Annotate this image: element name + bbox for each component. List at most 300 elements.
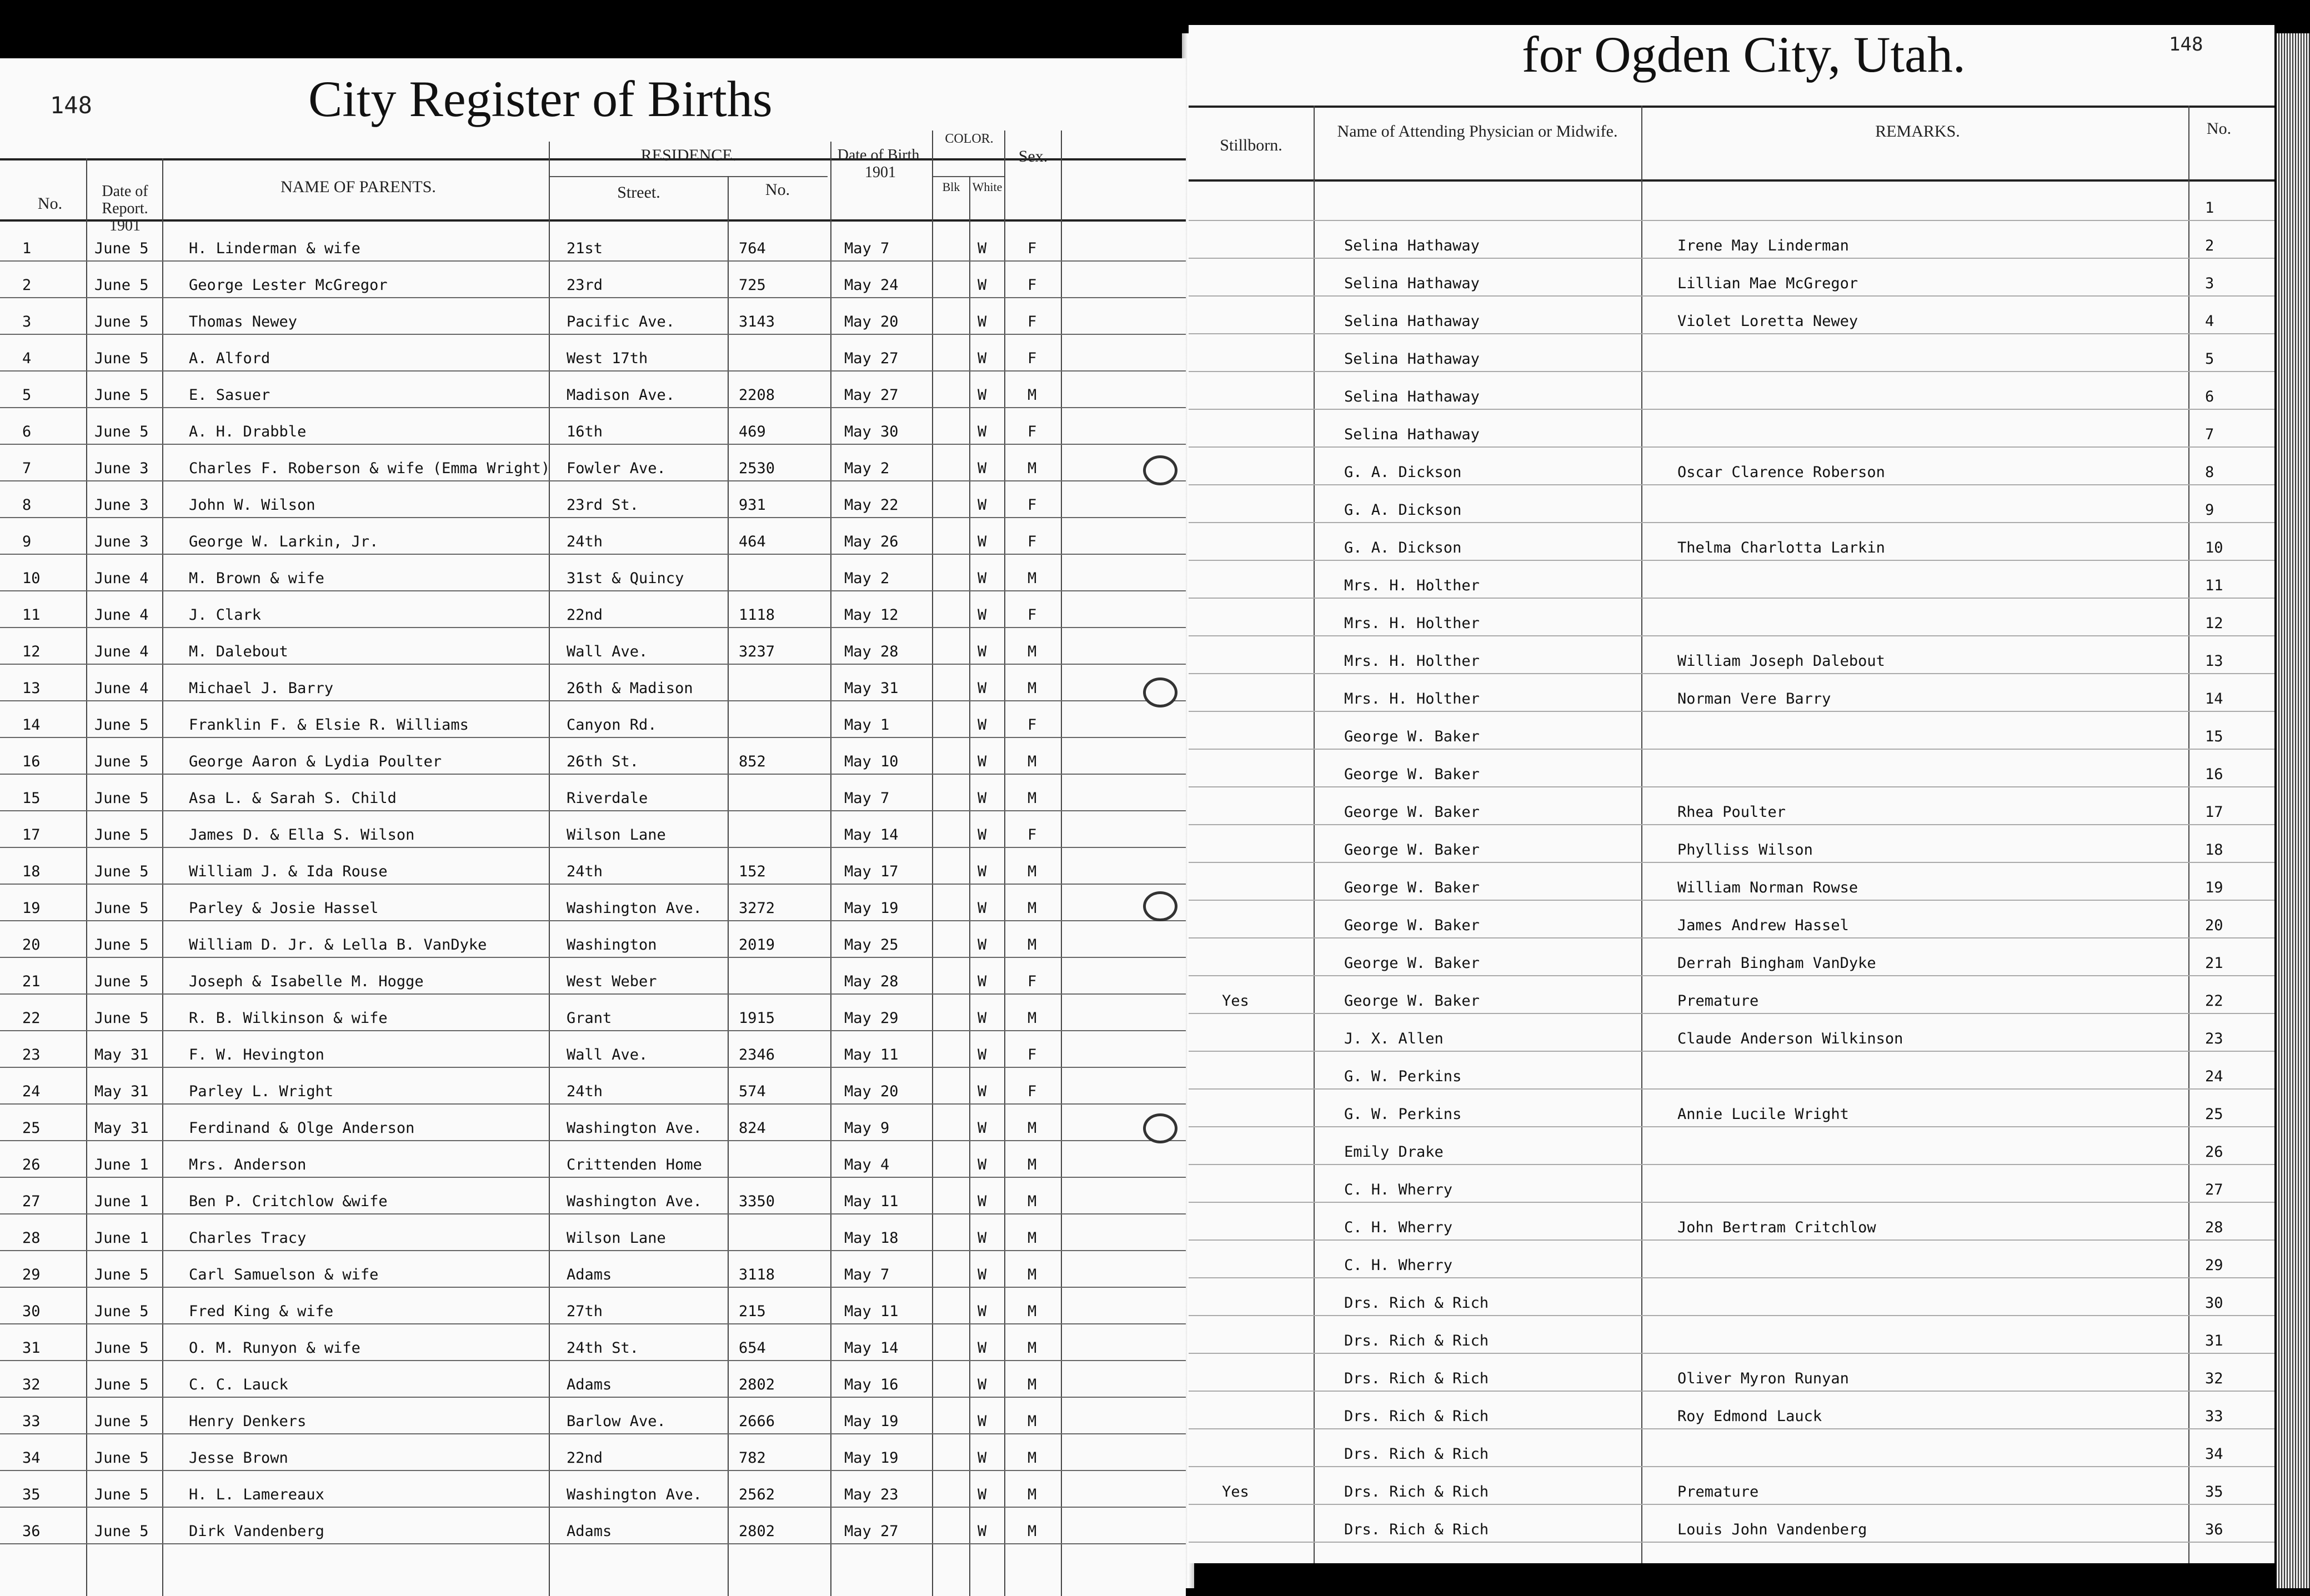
cell-no: 18 — [22, 863, 41, 880]
cell-report: June 4 — [94, 570, 149, 587]
cell-no: 2 — [22, 277, 32, 294]
cell-sex: M — [1028, 1120, 1037, 1137]
cell-num: 764 — [739, 240, 766, 257]
cell-color: W — [978, 1486, 987, 1503]
table-row — [0, 481, 1186, 518]
table-row — [1189, 787, 2274, 825]
cell-physician: C. H. Wherry — [1344, 1181, 1453, 1198]
cell-stillborn: Yes — [1222, 992, 1249, 1010]
cell-no: 29 — [2205, 1257, 2223, 1274]
table-row — [1189, 410, 2274, 448]
cell-no: 35 — [2205, 1483, 2223, 1500]
table-row — [0, 701, 1186, 738]
cell-street: 16th — [567, 423, 603, 440]
cell-sex: F — [1028, 423, 1037, 440]
cell-birth: May 28 — [844, 643, 899, 660]
cell-parents: Ferdinand & Olge Anderson — [189, 1120, 415, 1137]
cell-sex: F — [1028, 973, 1037, 990]
cell-num: 3350 — [739, 1193, 775, 1210]
table-row — [1189, 1014, 2274, 1052]
table-row — [0, 445, 1186, 481]
cell-color: W — [978, 1449, 987, 1467]
cell-sex: M — [1028, 1523, 1037, 1540]
header-number: No. — [765, 180, 790, 199]
cell-report: June 5 — [94, 313, 149, 330]
cell-birth: May 29 — [844, 1010, 899, 1027]
cell-physician: Selina Hathaway — [1344, 237, 1480, 254]
table-row — [0, 555, 1186, 591]
cell-num: 2208 — [739, 387, 775, 404]
cell-sex: M — [1028, 643, 1037, 660]
cell-color: W — [978, 350, 987, 367]
cell-sex: M — [1028, 790, 1037, 807]
cell-parents: Thomas Newey — [189, 313, 298, 330]
cell-report: June 5 — [94, 350, 149, 367]
cell-birth: May 19 — [844, 1449, 899, 1467]
header-date-of-report: Date of Report. 1901 — [102, 183, 148, 234]
cell-color: W — [978, 1376, 987, 1393]
cell-parents: Franklin F. & Elsie R. Williams — [189, 716, 469, 734]
header-sex: Sex. — [1018, 147, 1048, 165]
cell-report: May 31 — [94, 1120, 149, 1137]
cell-remarks: James Andrew Hassel — [1677, 917, 1849, 934]
cell-num: 852 — [739, 753, 766, 770]
cell-sex: M — [1028, 1266, 1037, 1283]
cell-sex: M — [1028, 1156, 1037, 1173]
cell-num: 152 — [739, 863, 766, 880]
cell-color: W — [978, 423, 987, 440]
cell-remarks: Premature — [1677, 1483, 1759, 1500]
cell-birth: May 10 — [844, 753, 899, 770]
cell-report: June 1 — [94, 1193, 149, 1210]
table-row — [1189, 825, 2274, 863]
cell-num: 725 — [739, 277, 766, 294]
cell-report: June 5 — [94, 1010, 149, 1027]
cell-no: 14 — [22, 716, 41, 734]
cell-street: 31st & Quincy — [567, 570, 684, 587]
cell-no: 3 — [22, 313, 32, 330]
cell-num: 3118 — [739, 1266, 775, 1283]
cell-color: W — [978, 533, 987, 550]
table-row — [0, 1471, 1186, 1508]
cell-num: 2530 — [739, 460, 775, 477]
cell-sex: F — [1028, 716, 1037, 734]
cell-num: 574 — [739, 1083, 766, 1100]
cell-parents: J. Clark — [189, 606, 262, 624]
right-register-rows — [1189, 183, 2274, 1543]
cell-no: 2 — [2205, 237, 2214, 254]
cell-parents: H. L. Lamereaux — [189, 1486, 324, 1503]
cell-color: W — [978, 1156, 987, 1173]
cell-report: June 5 — [94, 387, 149, 404]
cell-no: 16 — [2205, 766, 2223, 783]
cell-no: 33 — [2205, 1408, 2223, 1425]
cell-no: 25 — [22, 1120, 41, 1137]
cell-parents: George Lester McGregor — [189, 277, 388, 294]
table-row — [0, 1361, 1186, 1398]
header-no: No. — [37, 194, 63, 213]
cell-color: W — [978, 973, 987, 990]
cell-num: 2019 — [739, 936, 775, 953]
cell-report: June 5 — [94, 826, 149, 844]
cell-birth: May 11 — [844, 1303, 899, 1320]
cell-physician: Drs. Rich & Rich — [1344, 1521, 1489, 1538]
table-row — [0, 372, 1186, 408]
cell-color: W — [978, 240, 987, 257]
cell-no: 25 — [2205, 1106, 2223, 1123]
cell-sex: F — [1028, 313, 1037, 330]
cell-street: Wilson Lane — [567, 1229, 666, 1247]
left-register-rows — [0, 225, 1186, 1544]
cell-no: 7 — [2205, 426, 2214, 443]
cell-report: June 1 — [94, 1229, 149, 1247]
table-row — [0, 1031, 1186, 1068]
cell-num: 215 — [739, 1303, 766, 1320]
cell-street: 24th — [567, 863, 603, 880]
cell-no: 17 — [22, 826, 41, 844]
cell-no: 31 — [22, 1339, 41, 1357]
right-page-title: for Ogden City, Utah. — [1522, 26, 1966, 83]
cell-no: 30 — [22, 1303, 41, 1320]
cell-street: Wall Ave. — [567, 643, 648, 660]
cell-no: 22 — [2205, 992, 2223, 1010]
report-year: 1901 — [109, 217, 141, 234]
cell-report: June 4 — [94, 680, 149, 697]
cell-sex: M — [1028, 753, 1037, 770]
cell-parents: William J. & Ida Rouse — [189, 863, 388, 880]
table-row — [1189, 259, 2274, 297]
cell-no: 11 — [2205, 577, 2223, 594]
cell-sex: M — [1028, 1303, 1037, 1320]
cell-birth: May 7 — [844, 1266, 890, 1283]
table-row — [1189, 1354, 2274, 1392]
cell-birth: May 16 — [844, 1376, 899, 1393]
cell-remarks: Annie Lucile Wright — [1677, 1106, 1849, 1123]
cell-parents: M. Dalebout — [189, 643, 288, 660]
cell-no: 20 — [2205, 917, 2223, 934]
table-row — [0, 921, 1186, 958]
cell-no: 27 — [22, 1193, 41, 1210]
cell-physician: Selina Hathaway — [1344, 388, 1480, 405]
table-row — [1189, 1467, 2274, 1505]
cell-birth: May 14 — [844, 1339, 899, 1357]
cell-no: 19 — [2205, 879, 2223, 896]
cell-physician: George W. Baker — [1344, 955, 1480, 972]
cell-parents: Henry Denkers — [189, 1413, 307, 1430]
cell-num: 3143 — [739, 313, 775, 330]
cell-color: W — [978, 643, 987, 660]
cell-color: W — [978, 680, 987, 697]
cell-street: Pacific Ave. — [567, 313, 675, 330]
cell-parents: Dirk Vandenberg — [189, 1523, 324, 1540]
table-row — [0, 1068, 1186, 1105]
cell-color: W — [978, 496, 987, 514]
table-row — [1189, 1052, 2274, 1090]
cell-report: June 5 — [94, 423, 149, 440]
cell-birth: May 24 — [844, 277, 899, 294]
cell-physician: George W. Baker — [1344, 728, 1480, 745]
cell-no: 31 — [2205, 1332, 2223, 1349]
cell-no: 36 — [2205, 1521, 2223, 1538]
cell-no: 24 — [2205, 1068, 2223, 1085]
cell-report: June 3 — [94, 496, 149, 514]
cell-street: Washington Ave. — [567, 1120, 702, 1137]
table-row — [1189, 599, 2274, 636]
cell-num: 782 — [739, 1449, 766, 1467]
table-row — [0, 262, 1186, 298]
cell-no: 7 — [22, 460, 32, 477]
cell-no: 1 — [22, 240, 32, 257]
cell-sex: M — [1028, 387, 1037, 404]
cell-physician: Selina Hathaway — [1344, 275, 1480, 292]
cell-parents: Jesse Brown — [189, 1449, 288, 1467]
cell-parents: R. B. Wilkinson & wife — [189, 1010, 388, 1027]
cell-birth: May 11 — [844, 1046, 899, 1063]
cell-physician: Mrs. H. Holther — [1344, 577, 1480, 594]
cell-num: 931 — [739, 496, 766, 514]
cell-remarks: Louis John Vandenberg — [1677, 1521, 1867, 1538]
table-row — [0, 1324, 1186, 1361]
cell-remarks: Derrah Bingham VanDyke — [1677, 955, 1876, 972]
cell-street: West Weber — [567, 973, 657, 990]
cell-parents: A. Alford — [189, 350, 270, 367]
cell-sex: M — [1028, 1449, 1037, 1467]
cell-no: 10 — [22, 570, 41, 587]
cell-no: 3 — [2205, 275, 2214, 292]
cell-no: 27 — [2205, 1181, 2223, 1198]
cell-report: June 5 — [94, 1266, 149, 1283]
cell-no: 1 — [2205, 199, 2214, 217]
table-row — [1189, 1278, 2274, 1316]
header-residence: RESIDENCE. — [640, 146, 737, 164]
cell-physician: G. A. Dickson — [1344, 539, 1462, 556]
cell-physician: G. W. Perkins — [1344, 1106, 1462, 1123]
table-row — [0, 738, 1186, 775]
cell-report: June 5 — [94, 753, 149, 770]
cell-color: W — [978, 1339, 987, 1357]
cell-report: June 5 — [94, 790, 149, 807]
cell-birth: May 17 — [844, 863, 899, 880]
cell-no: 10 — [2205, 539, 2223, 556]
header-physician: Name of Attending Physician or Midwife. — [1337, 122, 1618, 140]
cell-report: June 5 — [94, 1486, 149, 1503]
header-right-no: No. — [2206, 119, 2232, 138]
cell-sex: M — [1028, 1413, 1037, 1430]
cell-sex: F — [1028, 1046, 1037, 1063]
cell-street: 21st — [567, 240, 603, 257]
cell-no: 15 — [2205, 728, 2223, 745]
cell-remarks: Lillian Mae McGregor — [1677, 275, 1858, 292]
cell-street: 22nd — [567, 1449, 603, 1467]
header-remarks: REMARKS. — [1875, 122, 1960, 140]
cell-parents: Fred King & wife — [189, 1303, 334, 1320]
table-row — [1189, 1127, 2274, 1165]
cell-sex: M — [1028, 1193, 1037, 1210]
cell-birth: May 28 — [844, 973, 899, 990]
cell-report: June 5 — [94, 900, 149, 917]
right-register-page — [1189, 25, 2274, 1563]
cell-no: 33 — [22, 1413, 41, 1430]
cell-sex: M — [1028, 936, 1037, 953]
table-row — [0, 1398, 1186, 1434]
cell-no: 5 — [22, 387, 32, 404]
cell-report: June 5 — [94, 973, 149, 990]
table-row — [1189, 1392, 2274, 1429]
table-row — [0, 1141, 1186, 1178]
table-row — [1189, 183, 2274, 221]
cell-color: W — [978, 1046, 987, 1063]
cell-parents: F. W. Hevington — [189, 1046, 324, 1063]
cell-no: 28 — [22, 1229, 41, 1247]
table-row — [0, 335, 1186, 372]
cell-remarks: William Joseph Dalebout — [1677, 653, 1885, 670]
table-row — [0, 225, 1186, 262]
cell-report: June 5 — [94, 277, 149, 294]
cell-no: 23 — [2205, 1030, 2223, 1047]
cell-street: 23rd — [567, 277, 603, 294]
cell-sex: M — [1028, 1486, 1037, 1503]
cell-street: West 17th — [567, 350, 648, 367]
cell-no: 21 — [2205, 955, 2223, 972]
cell-parents: George Aaron & Lydia Poulter — [189, 753, 442, 770]
cell-no: 26 — [22, 1156, 41, 1173]
cell-parents: Asa L. & Sarah S. Child — [189, 790, 397, 807]
cell-birth: May 7 — [844, 240, 890, 257]
cell-no: 34 — [22, 1449, 41, 1467]
cell-report: June 5 — [94, 1449, 149, 1467]
table-row — [1189, 976, 2274, 1014]
cell-physician: Drs. Rich & Rich — [1344, 1332, 1489, 1349]
cell-parents: James D. & Ella S. Wilson — [189, 826, 415, 844]
cell-birth: May 1 — [844, 716, 890, 734]
cell-birth: May 31 — [844, 680, 899, 697]
cell-physician: Emily Drake — [1344, 1143, 1444, 1161]
cell-color: W — [978, 826, 987, 844]
cell-sex: M — [1028, 863, 1037, 880]
cell-street: Canyon Rd. — [567, 716, 657, 734]
cell-remarks: Norman Vere Barry — [1677, 690, 1831, 707]
table-row — [0, 958, 1186, 995]
cell-color: W — [978, 1120, 987, 1137]
table-row — [1189, 297, 2274, 334]
cell-no: 35 — [22, 1486, 41, 1503]
cell-sex: M — [1028, 570, 1037, 587]
cell-remarks: Oscar Clarence Roberson — [1677, 464, 1885, 481]
cell-physician: Drs. Rich & Rich — [1344, 1446, 1489, 1463]
cell-num: 2666 — [739, 1413, 775, 1430]
cell-birth: May 11 — [844, 1193, 899, 1210]
cell-report: June 5 — [94, 240, 149, 257]
cell-color: W — [978, 1193, 987, 1210]
cell-birth: May 20 — [844, 1083, 899, 1100]
cell-physician: George W. Baker — [1344, 992, 1480, 1010]
cell-street: Grant — [567, 1010, 612, 1027]
header-blk: Blk — [942, 180, 960, 194]
cell-street: Fowler Ave. — [567, 460, 666, 477]
cell-parents: O. M. Runyon & wife — [189, 1339, 360, 1357]
cell-parents: Parley L. Wright — [189, 1083, 334, 1100]
cell-birth: May 22 — [844, 496, 899, 514]
cell-street: Adams — [567, 1376, 612, 1393]
cell-no: 13 — [22, 680, 41, 697]
table-row — [1189, 674, 2274, 712]
cell-remarks: Irene May Linderman — [1677, 237, 1849, 254]
left-page-number: 148 — [50, 92, 92, 119]
cell-report: June 3 — [94, 460, 149, 477]
cell-color: W — [978, 863, 987, 880]
table-row — [0, 1214, 1186, 1251]
table-row — [1189, 901, 2274, 938]
table-row — [1189, 1429, 2274, 1467]
cell-no: 16 — [22, 753, 41, 770]
cell-no: 9 — [2205, 501, 2214, 519]
table-row — [1189, 863, 2274, 901]
cell-birth: May 9 — [844, 1120, 890, 1137]
cell-physician: Selina Hathaway — [1344, 350, 1480, 368]
cell-num: 3272 — [739, 900, 775, 917]
cell-street: Barlow Ave. — [567, 1413, 666, 1430]
cell-street: 27th — [567, 1303, 603, 1320]
table-row — [0, 1288, 1186, 1324]
cell-no: 4 — [2205, 313, 2214, 330]
cell-report: June 5 — [94, 1413, 149, 1430]
cell-physician: Selina Hathaway — [1344, 426, 1480, 443]
cell-report: June 1 — [94, 1156, 149, 1173]
cell-street: Wall Ave. — [567, 1046, 648, 1063]
table-row — [1189, 750, 2274, 787]
cell-physician: C. H. Wherry — [1344, 1257, 1453, 1274]
cell-report: June 5 — [94, 1523, 149, 1540]
cell-birth: May 19 — [844, 1413, 899, 1430]
cell-num: 2802 — [739, 1523, 775, 1540]
cell-no: 14 — [2205, 690, 2223, 707]
cell-street: Madison Ave. — [567, 387, 675, 404]
cell-street: Washington Ave. — [567, 900, 702, 917]
cell-report: June 4 — [94, 606, 149, 624]
cell-sex: F — [1028, 533, 1037, 550]
cell-no: 24 — [22, 1083, 41, 1100]
table-row — [0, 665, 1186, 701]
cell-parents: Carl Samuelson & wife — [189, 1266, 379, 1283]
cell-no: 8 — [22, 496, 32, 514]
cell-num: 464 — [739, 533, 766, 550]
table-row — [1189, 1316, 2274, 1354]
cell-no: 23 — [22, 1046, 41, 1063]
cell-color: W — [978, 936, 987, 953]
cell-stillborn: Yes — [1222, 1483, 1249, 1500]
cell-street: Riverdale — [567, 790, 648, 807]
cell-color: W — [978, 716, 987, 734]
cell-physician: Selina Hathaway — [1344, 313, 1480, 330]
cell-parents: Michael J. Barry — [189, 680, 334, 697]
cell-color: W — [978, 606, 987, 624]
cell-physician: G. A. Dickson — [1344, 464, 1462, 481]
cell-birth: May 19 — [844, 900, 899, 917]
table-row — [1189, 1203, 2274, 1241]
table-row — [1189, 485, 2274, 523]
cell-remarks: Rhea Poulter — [1677, 804, 1786, 821]
cell-birth: May 18 — [844, 1229, 899, 1247]
cell-color: W — [978, 570, 987, 587]
cell-no: 11 — [22, 606, 41, 624]
page-edges — [2277, 33, 2310, 1588]
cell-no: 13 — [2205, 653, 2223, 670]
cell-birth: May 2 — [844, 460, 890, 477]
cell-num: 469 — [739, 423, 766, 440]
table-row — [1189, 938, 2274, 976]
cell-birth: May 27 — [844, 387, 899, 404]
cell-sex: F — [1028, 277, 1037, 294]
